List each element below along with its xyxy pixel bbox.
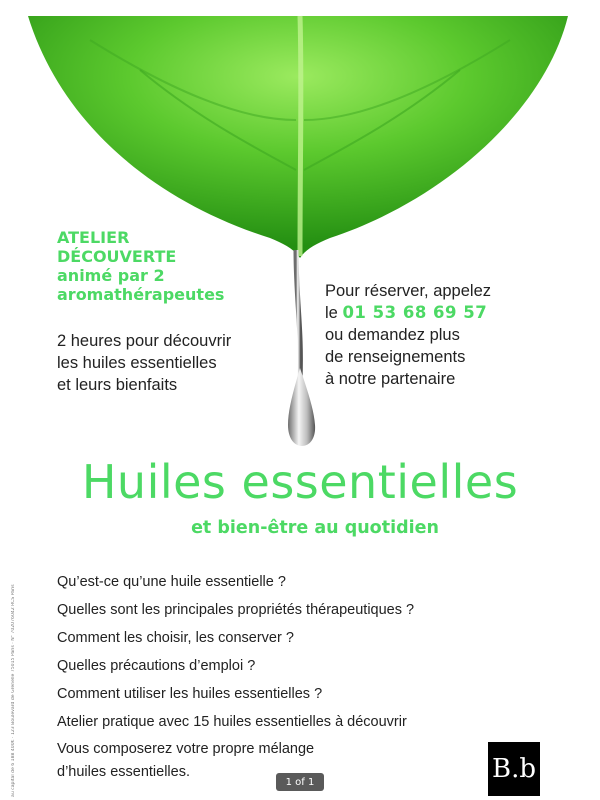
list-item: Atelier pratique avec 15 huiles essentielles à découvrir [57, 714, 407, 730]
atelier-line: DÉCOUVERTE [57, 247, 177, 266]
intro-line: et leurs bienfaits [57, 376, 178, 394]
compose-line: d’huiles essentielles. [57, 764, 190, 780]
reserve-line: de renseignements [325, 348, 466, 366]
intro-line: 2 heures pour découvrir [57, 332, 232, 350]
intro-text [57, 330, 231, 396]
list-item: Quelles sont les principales propriétés thérapeutiques ? [57, 602, 415, 618]
atelier-line: animé par 2 [57, 266, 165, 285]
oil-drop [288, 368, 315, 446]
page-subtitle: et bien-être au quotidien [191, 518, 439, 538]
phone-prefix: le [325, 304, 338, 322]
atelier-line: ATELIER [57, 228, 130, 247]
reserve-line: ou demandez plus [325, 326, 460, 344]
atelier-line: aromathérapeutes [57, 285, 225, 304]
reserve-line: à notre partenaire [325, 370, 456, 388]
list-item: Qu’est-ce qu’une huile essentielle ? [57, 574, 286, 590]
intro-line: les huiles essentielles [57, 354, 217, 372]
list-item: Comment utiliser les huiles essentielles ? [57, 686, 323, 702]
compose-line: Vous composerez votre propre mélange [57, 741, 315, 757]
legal-notice: au capital de 6 188 400€ · 123 Boulevard de Grenelle 75015 Paris · N° 702076042 RCS Paris [11, 584, 16, 797]
brand-logo: B.b [488, 742, 540, 796]
leaf-midrib [300, 16, 301, 256]
page-indicator: 1 of 1 [276, 773, 324, 791]
list-item: Comment les choisir, les conserver ? [57, 630, 294, 646]
list-item: Quelles précautions d’emploi ? [57, 658, 256, 674]
atelier-heading [57, 228, 224, 304]
page-title: Huiles essentielles [81, 455, 519, 509]
reservation-info [325, 280, 491, 390]
oil-stream [296, 250, 300, 380]
phone-number: 01 53 68 69 57 [342, 303, 488, 322]
question-list [57, 568, 414, 736]
reserve-phone-line [325, 302, 491, 324]
reserve-line: Pour réserver, appelez [325, 282, 492, 300]
